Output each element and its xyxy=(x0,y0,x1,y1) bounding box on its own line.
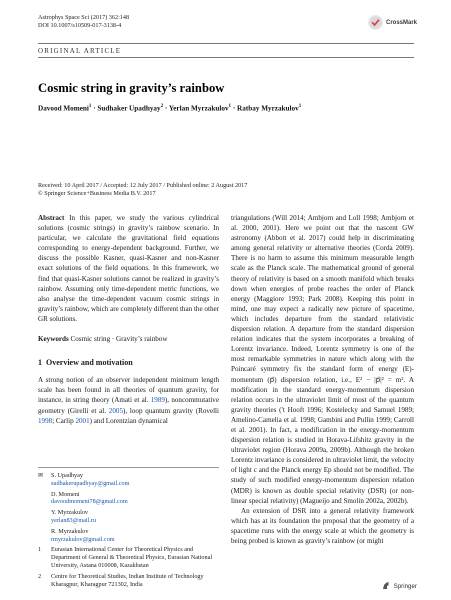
intro-text: ), noncommutative geometry (Girelli et al. xyxy=(38,396,219,415)
keywords xyxy=(38,334,219,344)
left-column xyxy=(38,213,219,426)
journal-citation: Astrophys Space Sci (2017) 362:148 xyxy=(38,14,130,21)
keywords-text: Cosmic string · Gravity’s rainbow xyxy=(70,335,168,344)
citation-link[interactable]: 2001 xyxy=(75,416,90,425)
footnote-email-row xyxy=(38,480,219,488)
publisher-footer xyxy=(382,581,417,592)
author-affiliation-mark: 1 xyxy=(228,104,232,109)
section-number: 1 xyxy=(38,358,42,368)
footnote-author xyxy=(38,472,219,480)
footnote-author xyxy=(38,509,219,517)
author-separator: · xyxy=(163,104,169,113)
intro-text: ) and Lorentzian dynamical xyxy=(89,416,168,425)
abstract-text: In this paper, we study the various cylindrical solutions (cosmic strings) in gravity’s rainbow scenario. In particular, we calculate the gravitational field equations corresponding to energy-dependent background. Further, we discuss the possible Kasner, quasi-Kasner and non-Kasner exact solutions of the field equations. In this framework, we find that quasi-Kasner solutions cannot be realized in gravity’s rainbow. Assuming only time-dependent metric functions, we also analyse the time-dependent vacuum cosmic strings in gravity’s rainbow, which are completely different than the other GR solutions. xyxy=(38,214,219,323)
affiliation-text: Eurasian International Center for Theoretical Physics and Department of General & Theoretical Physics, Eurasian National University, Astana 010008, Kazakhstan xyxy=(51,546,213,569)
footnote-email[interactable]: sudhakerupadhyay@gmail.com xyxy=(51,479,130,487)
citation-link[interactable]: 1989 xyxy=(150,396,165,405)
author-separator: · xyxy=(231,104,238,113)
affiliation-mark: 2 xyxy=(38,572,42,580)
section-title: Overview and motivation xyxy=(46,358,133,368)
crossmark-label: CrossMark xyxy=(385,19,417,26)
author-name[interactable]: Yerlan Myrzakulov xyxy=(168,104,229,113)
intro-text: ; Carlip xyxy=(52,416,76,425)
author-affiliation-mark: 1 xyxy=(88,104,92,109)
footnote-name: S. Upadhyay xyxy=(51,472,83,479)
footnote-email[interactable]: davoodmomeni78@gmail.com xyxy=(51,498,128,506)
intro-text: A strong notion of an observer independent minimum length scale has been found in all theories of quantum gravity, for instance, in string theory (Amati et al. xyxy=(38,376,219,405)
affiliation-mark: 1 xyxy=(38,546,42,554)
journal-header xyxy=(38,14,129,30)
author-separator: · xyxy=(91,104,98,113)
section-heading xyxy=(38,358,219,368)
footnote-author xyxy=(38,528,219,536)
footnote-name: R. Myrzakulov xyxy=(51,527,89,535)
author-name[interactable]: Davood Momeni xyxy=(38,104,89,113)
affiliation xyxy=(38,546,219,569)
footnote-author xyxy=(38,491,219,499)
author-affiliation-mark: 1 xyxy=(298,104,302,109)
abstract xyxy=(38,213,219,324)
envelope-icon: ✉ xyxy=(38,472,44,479)
footnote-email[interactable]: yerlan83@mail.ru xyxy=(51,516,97,524)
footnote-name: Y. Myrzakulov xyxy=(51,509,89,517)
footnote-email[interactable]: rmyrzakulov@gmail.com xyxy=(51,535,115,543)
affiliation-text: Centre for Theoretical Studies, Indian Institute of Technology Kharagpur, Kharagpur 721302, India xyxy=(51,572,204,588)
intro-paragraph xyxy=(38,375,219,425)
publisher-name: Springer xyxy=(393,583,417,590)
abstract-label: Abstract xyxy=(38,214,65,222)
paper-title: Cosmic string in gravity’s rainbow xyxy=(38,81,225,95)
copyright-line: © Springer Science+Business Media B.V. 2017 xyxy=(38,190,156,197)
right-column xyxy=(231,213,414,546)
springer-horse-icon xyxy=(382,581,391,592)
body-paragraph: triangulations (Will 2014; Ambjorn and Loll 1998; Ambjorn et al. 2000, 2001). Here we point out that the nascent GW astronomy (Abbott et al. 2017) could help in discriminating among general relativity or alternative theories (Corda 2009). There is no harm to assume this minimum measurable length scale as the Planck scale. The mathematical ground of general theory of relativity is based on a smooth manifold which breaks down when energies of probe reaches the order of Planck energy (Maggiore 1993; Park 2008). Keeping this point in mind, one may expect a radically new picture of spacetime, which includes departure from the standard relativistic dispersion relation. A departure from the standard dispersion relation indicates that the system incorporates a breaking of Lorentz invariance. Indeed, Lorentz symmetry is one of the most remarkable symmetries in nature which along with the Poincaré symmetry fix the standard form of energy (E)-momentum (p⃗) dispersion relation, i.e., E² − |p⃗|² = m². A modification in the standard energy-momentum dispersion relation occurs in the ultraviolet limit of most of the quantum gravity theories ('t Hooft 1996; Kostelecky and Samuel 1989; Amelino-Camelia et al. 1998; Gambini and Pullin 1999; Carroll et al. 2001). In fact, a modification in the energy-momentum dispersion relation is studied in Horava-Lifshitz gravity in the ultraviolet region (Horava 2009a, 2009b). Although the broken Lorentz invariance is considered in ultraviolet limit, the velocity of light c and the Planck energy Ep should not be modified. The study of such modified energy-momentum dispersion relation (MDR) is known as double special relativity (DSR) (or non-linear special relativity) (Magueijo and Smolin 2002a, 2002b). xyxy=(231,214,414,505)
author-name[interactable]: Sudhaker Upadhyay xyxy=(97,104,161,113)
footnote-email-row xyxy=(38,517,219,525)
author-footnotes xyxy=(38,467,219,588)
author-list xyxy=(38,104,301,112)
crossmark-icon xyxy=(368,15,383,30)
keywords-label: Keywords xyxy=(38,335,69,344)
author-affiliation-mark: 2 xyxy=(160,104,164,109)
footnote-name: D. Momeni xyxy=(51,490,80,498)
author-name[interactable]: Ratbay Myrzakulov xyxy=(237,104,299,113)
affiliation xyxy=(38,573,219,589)
citation-link[interactable]: 1998 xyxy=(38,416,53,425)
citation-link[interactable]: 2005 xyxy=(108,406,123,415)
intro-text: ), loop quantum gravity (Rovelli xyxy=(122,406,219,415)
crossmark-badge[interactable] xyxy=(368,15,417,30)
body-paragraph: An extension of DSR into a general relativity framework which has at its foundation the proposal that the geometry of a spacetime runs with the energy scale at which the geometry is being probed is known as gravity’s rainbow (or might xyxy=(231,506,414,545)
doi-line[interactable]: DOI 10.1007/s10509-017-3138-4 xyxy=(38,22,122,29)
footnote-email-row xyxy=(38,536,219,544)
date-line: Received: 10 April 2017 / Accepted: 12 July 2017 / Published online: 2 August 2017 xyxy=(38,182,248,189)
article-type-banner: ORIGINAL ARTICLE xyxy=(38,43,414,58)
footnote-email-row xyxy=(38,498,219,506)
publication-dates xyxy=(38,182,247,198)
